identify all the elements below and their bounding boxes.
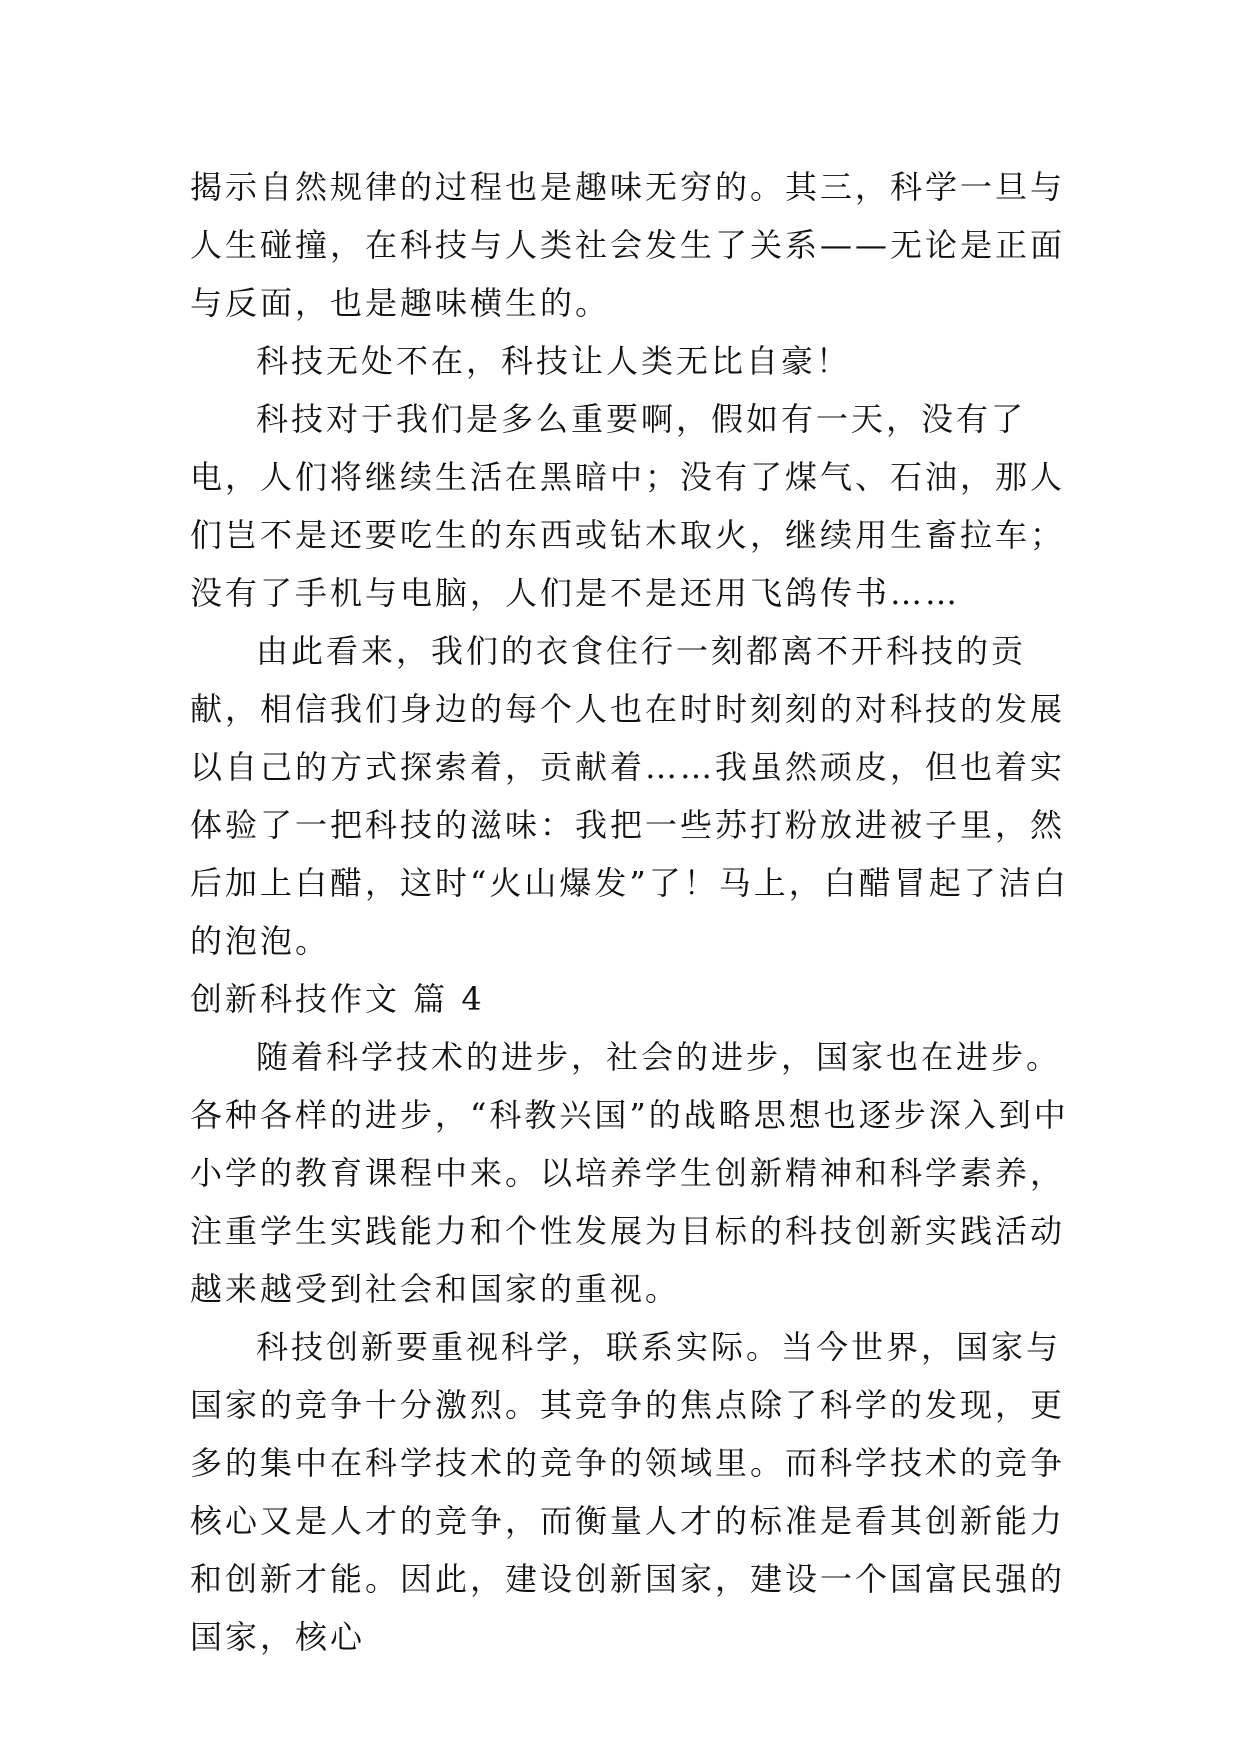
paragraph-6: 科技创新要重视科学，联系实际。当今世界，国家与国家的竞争十分激烈。其竞争的焦点除了科学的发现，更多的集中在科学技术的竞争的领域里。而科学技术的竞争核心又是人才的竞争，而衡量人才的标准是看其创新能力和创新才能。因此，建设创新国家，建设一个国富民强的国家，核心 <box>190 1328 1066 1656</box>
paragraph-1: 揭示自然规律的过程也是趣味无穷的。其三，科学一旦与人生碰撞，在科技与人类社会发生了关系——无论是正面与反面，也是趣味横生的。 <box>190 168 1066 322</box>
paragraph-2: 科技无处不在，科技让人类无比自豪！ <box>256 342 852 380</box>
paragraph-4: 由此看来，我们的衣食住行一刻都离不开科技的贡献，相信我们身边的每个人也在时时刻刻的对科技的发展以自己的方式探索着，贡献着……我虽然顽皮，但也着实体验了一把科技的滋味：我把一些苏打粉放进被子里，然后加上白醋，这时“火山爆发”了！马上，白醋冒起了洁白的泡泡。 <box>190 632 1069 960</box>
section-heading: 创新科技作文 篇 4 <box>190 980 485 1018</box>
paragraph-3: 科技对于我们是多么重要啊，假如有一天，没有了电，人们将继续生活在黑暗中；没有了煤气、石油，那人们岂不是还要吃生的东西或钻木取火，继续用生畜拉车；没有了手机与电脑，人们是不是还用飞鸽传书…… <box>190 400 1066 612</box>
document-page <box>190 158 1070 1666</box>
paragraph-5: 随着科学技术的进步，社会的进步，国家也在进步。各种各样的进步，“科教兴国”的战略思想也逐步深入到中小学的教育课程中来。以培养学生创新精神和科学素养，注重学生实践能力和个性发展为目标的科技创新实践活动越来越受到社会和国家的重视。 <box>190 1038 1069 1308</box>
